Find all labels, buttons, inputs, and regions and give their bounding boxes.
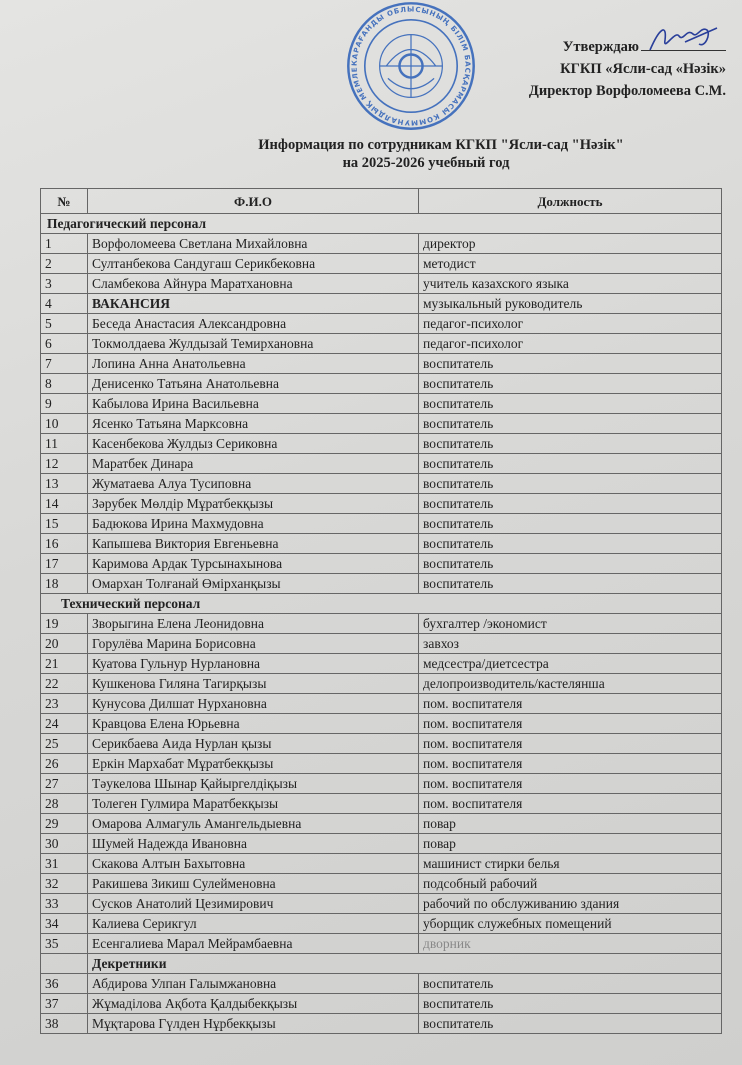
table-row bbox=[41, 914, 722, 934]
row-number: 38 bbox=[41, 1014, 88, 1034]
table-row bbox=[41, 754, 722, 774]
row-number: 33 bbox=[41, 894, 88, 914]
employee-name: Кушкенова Гиляна Тагирқызы bbox=[88, 674, 419, 694]
table-row bbox=[41, 854, 722, 874]
employee-position: педагог-психолог bbox=[419, 334, 722, 354]
employee-position: дворник bbox=[419, 934, 722, 954]
employee-name: Ракишева Зикиш Сулейменовна bbox=[88, 874, 419, 894]
employee-position: музыкальный руководитель bbox=[419, 294, 722, 314]
row-number: 17 bbox=[41, 554, 88, 574]
employee-name: Скакова Алтын Бахытовна bbox=[88, 854, 419, 874]
employee-name: Сусков Анатолий Цезимирович bbox=[88, 894, 419, 914]
employee-position: делопроизводитель/кастелянша bbox=[419, 674, 722, 694]
table-row bbox=[41, 434, 722, 454]
section-title: Педагогический персонал bbox=[41, 214, 722, 234]
employee-position: воспитатель bbox=[419, 994, 722, 1014]
employee-name: ВАКАНСИЯ bbox=[88, 294, 419, 314]
section-title: Декретники bbox=[88, 954, 722, 974]
table-row bbox=[41, 514, 722, 534]
table-row bbox=[41, 334, 722, 354]
row-number: 21 bbox=[41, 654, 88, 674]
employee-name: Шумей Надежда Ивановна bbox=[88, 834, 419, 854]
row-number: 7 bbox=[41, 354, 88, 374]
employee-position: методист bbox=[419, 254, 722, 274]
signature-line bbox=[641, 36, 726, 51]
row-number: 12 bbox=[41, 454, 88, 474]
title-line-2: на 2025-2026 учебный год bbox=[342, 155, 510, 171]
row-number: 6 bbox=[41, 334, 88, 354]
table-row bbox=[41, 834, 722, 854]
employee-name: Омарова Алмагуль Амангельдыевна bbox=[88, 814, 419, 834]
employee-position: директор bbox=[419, 234, 722, 254]
table-row bbox=[41, 314, 722, 334]
table-row bbox=[41, 454, 722, 474]
employee-name: Калиева Серикгул bbox=[88, 914, 419, 934]
section-title: Технический персонал bbox=[41, 594, 722, 614]
row-number: 23 bbox=[41, 694, 88, 714]
row-number: 19 bbox=[41, 614, 88, 634]
employee-name: Касенбекова Жулдыз Сериковна bbox=[88, 434, 419, 454]
employee-position: воспитатель bbox=[419, 394, 722, 414]
official-stamp-icon bbox=[345, 0, 477, 132]
row-number: 36 bbox=[41, 974, 88, 994]
table-row bbox=[41, 794, 722, 814]
row-number: 5 bbox=[41, 314, 88, 334]
row-number: 20 bbox=[41, 634, 88, 654]
employee-position: воспитатель bbox=[419, 514, 722, 534]
employee-position: бухгалтер /экономист bbox=[419, 614, 722, 634]
employee-name: Омархан Толғанай Өмірханқызы bbox=[88, 574, 419, 594]
employee-position: воспитатель bbox=[419, 974, 722, 994]
employee-name: Есенгалиева Марал Мейрамбаевна bbox=[88, 934, 419, 954]
table-row bbox=[41, 934, 722, 954]
employee-position: воспитатель bbox=[419, 354, 722, 374]
table-row bbox=[41, 894, 722, 914]
row-number: 8 bbox=[41, 374, 88, 394]
employee-position: воспитатель bbox=[419, 494, 722, 514]
row-number: 10 bbox=[41, 414, 88, 434]
approval-block bbox=[529, 36, 726, 102]
signature-icon bbox=[645, 22, 725, 56]
row-number: 25 bbox=[41, 734, 88, 754]
employee-position: машинист стирки белья bbox=[419, 854, 722, 874]
section-row bbox=[41, 214, 722, 234]
employee-name: Денисенко Татьяна Анатольевна bbox=[88, 374, 419, 394]
employee-name: Еркін Мархабат Мұратбекқызы bbox=[88, 754, 419, 774]
employee-position: рабочий по обслуживанию здания bbox=[419, 894, 722, 914]
row-number: 32 bbox=[41, 874, 88, 894]
row-number: 14 bbox=[41, 494, 88, 514]
approval-director: Директор Ворфоломеева С.М. bbox=[528, 83, 726, 99]
row-number: 30 bbox=[41, 834, 88, 854]
employee-name: Каримова Ардак Турсынахынова bbox=[88, 554, 419, 574]
employee-position: учитель казахского языка bbox=[419, 274, 722, 294]
table-row bbox=[41, 734, 722, 754]
table-row bbox=[41, 234, 722, 254]
table-row bbox=[41, 554, 722, 574]
employee-name: Куатова Гульнур Нурлановна bbox=[88, 654, 419, 674]
row-number: 29 bbox=[41, 814, 88, 834]
table-row bbox=[41, 614, 722, 634]
row-number: 15 bbox=[41, 514, 88, 534]
document-title bbox=[0, 136, 742, 172]
employee-name: Капышева Виктория Евгеньевна bbox=[88, 534, 419, 554]
employee-position: воспитатель bbox=[419, 454, 722, 474]
employee-position: воспитатель bbox=[419, 1014, 722, 1034]
employee-position: воспитатель bbox=[419, 434, 722, 454]
header-name: Ф.И.О bbox=[88, 189, 419, 214]
employee-position: подсобный рабочий bbox=[419, 874, 722, 894]
employee-name: Тәукелова Шынар Қайыргелдіқызы bbox=[88, 774, 419, 794]
employee-name: Султанбекова Сандугаш Серикбековна bbox=[88, 254, 419, 274]
row-number: 2 bbox=[41, 254, 88, 274]
row-number: 3 bbox=[41, 274, 88, 294]
table-row bbox=[41, 994, 722, 1014]
row-number: 27 bbox=[41, 774, 88, 794]
employee-position: пом. воспитателя bbox=[419, 754, 722, 774]
employee-name: Жуматаева Алуа Тусиповна bbox=[88, 474, 419, 494]
row-number: 13 bbox=[41, 474, 88, 494]
approval-organization: КГКП «Ясли-сад «Нәзік» bbox=[560, 61, 726, 77]
staff-table bbox=[40, 188, 722, 1034]
table-row bbox=[41, 674, 722, 694]
header-position: Должность bbox=[419, 189, 722, 214]
employee-position: уборщик служебных помещений bbox=[419, 914, 722, 934]
table-header-row bbox=[41, 189, 722, 214]
section-row bbox=[41, 954, 722, 974]
employee-name: Кабылова Ирина Васильевна bbox=[88, 394, 419, 414]
table-row bbox=[41, 534, 722, 554]
table-row bbox=[41, 874, 722, 894]
title-line-1: Информация по сотрудникам КГКП "Ясли-сад "Нәзік" bbox=[258, 137, 624, 153]
employee-name: Зәрубек Мөлдір Мұратбекқызы bbox=[88, 494, 419, 514]
row-number: 4 bbox=[41, 294, 88, 314]
employee-position: пом. воспитателя bbox=[419, 774, 722, 794]
row-number: 9 bbox=[41, 394, 88, 414]
employee-position: педагог-психолог bbox=[419, 314, 722, 334]
table-row bbox=[41, 634, 722, 654]
employee-position: пом. воспитателя bbox=[419, 694, 722, 714]
employee-position: повар bbox=[419, 834, 722, 854]
employee-position: пом. воспитателя bbox=[419, 794, 722, 814]
employee-name: Зворыгина Елена Леонидовна bbox=[88, 614, 419, 634]
row-number: 1 bbox=[41, 234, 88, 254]
employee-position: повар bbox=[419, 814, 722, 834]
employee-position: воспитатель bbox=[419, 554, 722, 574]
employee-name: Бадюкова Ирина Махмудовна bbox=[88, 514, 419, 534]
table-row bbox=[41, 494, 722, 514]
table-row bbox=[41, 1014, 722, 1034]
employee-name: Маратбек Динара bbox=[88, 454, 419, 474]
table-row bbox=[41, 714, 722, 734]
row-number: 26 bbox=[41, 754, 88, 774]
employee-name: Серикбаева Аида Нурлан қызы bbox=[88, 734, 419, 754]
row-number: 28 bbox=[41, 794, 88, 814]
row-number: 16 bbox=[41, 534, 88, 554]
employee-name: Абдирова Улпан Галымжановна bbox=[88, 974, 419, 994]
table-row bbox=[41, 354, 722, 374]
row-number: 37 bbox=[41, 994, 88, 1014]
section-spacer bbox=[41, 954, 88, 974]
employee-name: Ворфоломеева Светлана Михайловна bbox=[88, 234, 419, 254]
table-row bbox=[41, 414, 722, 434]
employee-position: завхоз bbox=[419, 634, 722, 654]
row-number: 24 bbox=[41, 714, 88, 734]
row-number: 31 bbox=[41, 854, 88, 874]
table-row bbox=[41, 774, 722, 794]
employee-position: воспитатель bbox=[419, 374, 722, 394]
row-number: 35 bbox=[41, 934, 88, 954]
row-number: 22 bbox=[41, 674, 88, 694]
row-number: 18 bbox=[41, 574, 88, 594]
section-row bbox=[41, 594, 722, 614]
employee-position: воспитатель bbox=[419, 414, 722, 434]
employee-position: пом. воспитателя bbox=[419, 734, 722, 754]
table-row bbox=[41, 814, 722, 834]
table-row bbox=[41, 394, 722, 414]
table-row bbox=[41, 474, 722, 494]
table-row bbox=[41, 254, 722, 274]
employee-name: Ясенко Татьяна Марксовна bbox=[88, 414, 419, 434]
table-row bbox=[41, 654, 722, 674]
table-row bbox=[41, 574, 722, 594]
employee-name: Токмолдаева Жулдызай Темирхановна bbox=[88, 334, 419, 354]
employee-name: Мұқтарова Гүлден Нұрбекқызы bbox=[88, 1014, 419, 1034]
table-row bbox=[41, 974, 722, 994]
employee-name: Сламбекова Айнура Маратхановна bbox=[88, 274, 419, 294]
employee-position: воспитатель bbox=[419, 574, 722, 594]
employee-name: Беседа Анастасия Александровна bbox=[88, 314, 419, 334]
employee-name: Горулёва Марина Борисовна bbox=[88, 634, 419, 654]
svg-text:КАРАҒАНДЫ ОБЛЫСЫНЫҢ БІЛІМ БАСҚ: КАРАҒАНДЫ ОБЛЫСЫНЫҢ БІЛІМ БАСҚАРМАСЫ КОММУНАЛДЫҚ МЕМЛЕ bbox=[349, 4, 473, 128]
employee-name: Кравцова Елена Юрьевна bbox=[88, 714, 419, 734]
row-number: 34 bbox=[41, 914, 88, 934]
row-number: 11 bbox=[41, 434, 88, 454]
table-row bbox=[41, 374, 722, 394]
employee-name: Толеген Гулмира Маратбекқызы bbox=[88, 794, 419, 814]
table-row bbox=[41, 694, 722, 714]
employee-name: Лопина Анна Анатольевна bbox=[88, 354, 419, 374]
employee-name: Жұмаділова Ақбота Қалдыбекқызы bbox=[88, 994, 419, 1014]
approval-label: Утверждаю bbox=[562, 39, 639, 55]
table-row bbox=[41, 294, 722, 314]
employee-position: воспитатель bbox=[419, 534, 722, 554]
employee-position: воспитатель bbox=[419, 474, 722, 494]
employee-name: Кунусова Дилшат Нурхановна bbox=[88, 694, 419, 714]
header-number: № bbox=[41, 189, 88, 214]
table-row bbox=[41, 274, 722, 294]
employee-position: пом. воспитателя bbox=[419, 714, 722, 734]
employee-position: медсестра/диетсестра bbox=[419, 654, 722, 674]
